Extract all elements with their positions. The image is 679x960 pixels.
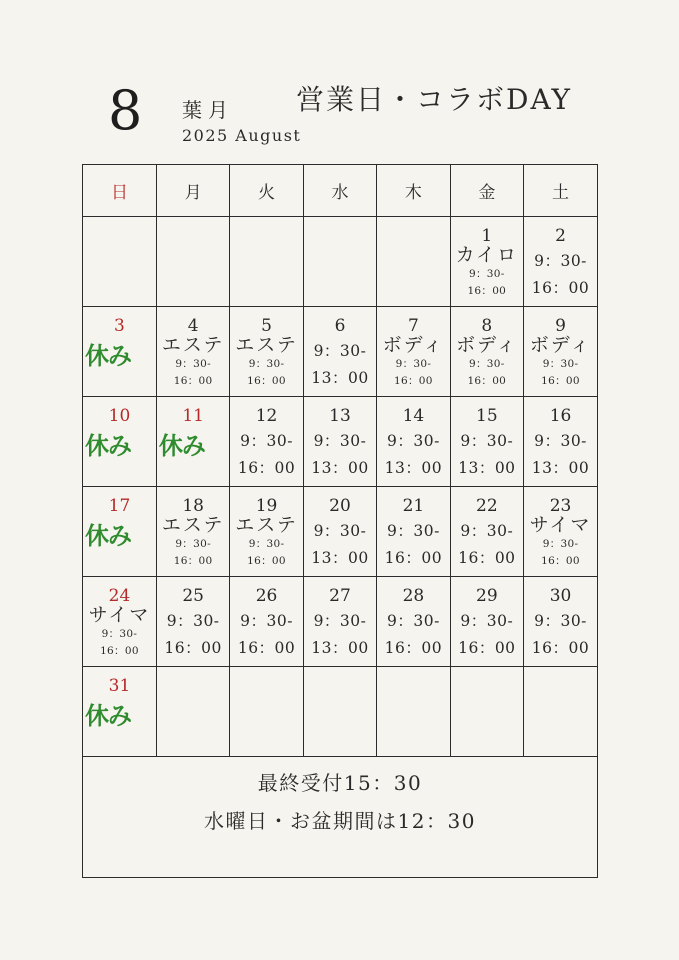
- empty-day-cell: [230, 217, 303, 307]
- day-cell: [230, 307, 303, 397]
- day-number: 27: [329, 586, 351, 606]
- closed-day-label: 休み: [158, 431, 205, 460]
- hours-start: 9：30-: [386, 431, 440, 450]
- weekday-header: 月: [156, 165, 229, 217]
- hours-start: 9：30-: [386, 521, 440, 540]
- day-cell: [156, 577, 229, 667]
- event-hours: 9：30-16：00: [247, 537, 286, 567]
- empty-day-cell: [303, 217, 376, 307]
- day-number: 10: [108, 406, 131, 426]
- day-cell: [156, 397, 229, 487]
- day-number: 30: [549, 586, 572, 606]
- day-number: 3: [114, 316, 125, 336]
- hours-end: 13：00: [311, 458, 369, 477]
- event-hours: 9：30-16：00: [467, 357, 507, 387]
- page-title: 営業日・コラボDAY: [296, 83, 573, 116]
- event-hours: 9：30-16：00: [541, 357, 580, 387]
- day-number: 21: [402, 496, 425, 516]
- day-cell: [230, 577, 303, 667]
- day-number: 28: [402, 586, 425, 606]
- collab-event-label: エステ: [235, 333, 298, 356]
- day-number: 12: [255, 406, 278, 426]
- day-number: 1: [481, 226, 493, 246]
- weekday-header: 日: [83, 165, 156, 217]
- hours-start: 9：30-: [240, 431, 293, 450]
- day-number: 17: [108, 496, 131, 516]
- empty-day-cell: [377, 217, 450, 307]
- hours-end: 16：00: [531, 278, 590, 297]
- hours-start: 9：30-: [313, 521, 367, 540]
- day-number: 14: [402, 406, 425, 426]
- calendar-table: [83, 165, 597, 846]
- day-number: 26: [255, 586, 278, 606]
- collab-event-label: エステ: [161, 513, 225, 536]
- event-hours: 9：30-16：00: [541, 537, 580, 567]
- day-number: 23: [549, 496, 572, 516]
- weekday-header: 水: [303, 165, 376, 217]
- day-cell: [377, 487, 450, 577]
- hours-end: 13：00: [311, 548, 369, 567]
- day-number: 5: [261, 316, 272, 336]
- day-cell: [450, 307, 523, 397]
- hours-end: 13：00: [384, 458, 443, 477]
- day-cell: [524, 487, 597, 577]
- day-cell: [377, 397, 450, 487]
- hours-end: 16：00: [164, 638, 222, 657]
- day-cell: [303, 307, 376, 397]
- weekday-header: 火: [230, 165, 303, 217]
- day-cell: [83, 307, 156, 397]
- hours-end: 13：00: [311, 638, 369, 657]
- day-number: 6: [334, 316, 346, 336]
- day-number: 8: [481, 316, 493, 336]
- collab-event-label: ボディ: [529, 333, 592, 356]
- year-month-english: 2025 August: [182, 126, 302, 145]
- closed-day-label: 休み: [85, 521, 131, 550]
- day-cell: [450, 487, 523, 577]
- day-number: 29: [476, 586, 498, 606]
- day-cell: [524, 307, 597, 397]
- hours-start: 9：30-: [386, 611, 440, 630]
- event-hours: 9：30-16：00: [173, 357, 213, 387]
- hours-end: 16：00: [384, 548, 443, 567]
- weekday-header: 金: [450, 165, 523, 217]
- day-cell: [524, 217, 597, 307]
- closed-day-label: 休み: [85, 431, 131, 460]
- day-number: 16: [549, 406, 572, 426]
- day-cell: [83, 397, 156, 487]
- day-number: 20: [329, 496, 351, 516]
- day-cell: [303, 397, 376, 487]
- day-number: 25: [182, 586, 204, 606]
- week-row: [83, 217, 597, 307]
- day-number: 24: [108, 586, 131, 606]
- day-cell: [83, 577, 156, 667]
- hours-start: 9：30-: [460, 611, 514, 630]
- day-cell: [450, 577, 523, 667]
- day-number: 13: [329, 406, 351, 426]
- empty-day-cell: [450, 667, 523, 757]
- hours-start: 9：30-: [313, 611, 367, 630]
- hours-end: 16：00: [237, 638, 296, 657]
- empty-day-cell: [156, 667, 229, 757]
- weekday-header: 土: [524, 165, 597, 217]
- collab-event-label: ボディ: [382, 333, 445, 356]
- day-cell: [450, 397, 523, 487]
- hours-start: 9：30-: [460, 521, 514, 540]
- day-number: 19: [255, 496, 278, 516]
- collab-event-label: ボディ: [456, 333, 518, 356]
- week-row: [83, 667, 597, 757]
- day-number: 15: [476, 406, 498, 426]
- day-cell: [450, 217, 523, 307]
- empty-day-cell: [83, 217, 156, 307]
- empty-day-cell: [230, 667, 303, 757]
- week-row: [83, 577, 597, 667]
- collab-event-label: サイマ: [88, 603, 151, 626]
- empty-day-cell: [377, 667, 450, 757]
- footer-line-reception: 最終受付15：30: [257, 770, 423, 795]
- hours-end: 13：00: [458, 458, 516, 477]
- day-cell: [524, 577, 597, 667]
- day-cell: [303, 577, 376, 667]
- hours-end: 13：00: [531, 458, 590, 477]
- event-hours: 9：30-16：00: [247, 357, 286, 387]
- day-cell: [83, 487, 156, 577]
- day-cell: [377, 577, 450, 667]
- day-number: 18: [182, 496, 204, 516]
- day-number: 31: [108, 676, 131, 696]
- hours-start: 9：30-: [313, 341, 367, 360]
- hours-end: 16：00: [384, 638, 443, 657]
- footer-note: [83, 757, 597, 847]
- week-row: [83, 307, 597, 397]
- empty-day-cell: [156, 217, 229, 307]
- hours-end: 16：00: [458, 638, 516, 657]
- day-number: 9: [555, 316, 566, 336]
- hours-start: 9：30-: [460, 431, 514, 450]
- collab-event-label: エステ: [235, 513, 298, 536]
- day-number: 7: [407, 316, 419, 336]
- empty-day-cell: [303, 667, 376, 757]
- hours-start: 9：30-: [534, 251, 587, 270]
- hours-start: 9：30-: [313, 431, 367, 450]
- hours-end: 16：00: [531, 638, 590, 657]
- weekday-header: 木: [377, 165, 450, 217]
- collab-event-label: サイマ: [529, 513, 592, 536]
- footer-line-holiday: 水曜日・お盆期間は12：30: [204, 808, 476, 833]
- hours-end: 16：00: [237, 458, 296, 477]
- event-hours: 9：30-16：00: [173, 537, 213, 567]
- day-cell: [83, 667, 156, 757]
- month-japanese-name: 葉月: [182, 98, 234, 122]
- day-number: 4: [187, 316, 199, 336]
- day-cell: [524, 397, 597, 487]
- month-number: 8: [108, 79, 143, 142]
- event-hours: 9：30-16：00: [467, 267, 507, 297]
- event-hours: 9：30-16：00: [100, 627, 139, 657]
- closed-day-label: 休み: [85, 701, 131, 730]
- hours-end: 13：00: [311, 368, 369, 387]
- calendar: [82, 164, 598, 878]
- hours-start: 9：30-: [534, 431, 587, 450]
- event-hours: 9：30-16：00: [394, 357, 433, 387]
- day-cell: [230, 397, 303, 487]
- collab-event-label: エステ: [161, 333, 225, 356]
- hours-start: 9：30-: [534, 611, 587, 630]
- week-row: [83, 487, 597, 577]
- day-number: 22: [476, 496, 498, 516]
- day-cell: [377, 307, 450, 397]
- week-row: [83, 397, 597, 487]
- empty-day-cell: [524, 667, 597, 757]
- day-number: 11: [182, 406, 204, 426]
- hours-end: 16：00: [458, 548, 516, 567]
- day-number: 2: [555, 226, 566, 246]
- day-cell: [156, 307, 229, 397]
- day-cell: [156, 487, 229, 577]
- closed-day-label: 休み: [85, 341, 131, 370]
- day-cell: [230, 487, 303, 577]
- day-cell: [303, 487, 376, 577]
- hours-start: 9：30-: [240, 611, 293, 630]
- hours-start: 9：30-: [166, 611, 220, 630]
- weekday-header-row: [83, 165, 597, 217]
- collab-event-label: カイロ: [455, 243, 519, 266]
